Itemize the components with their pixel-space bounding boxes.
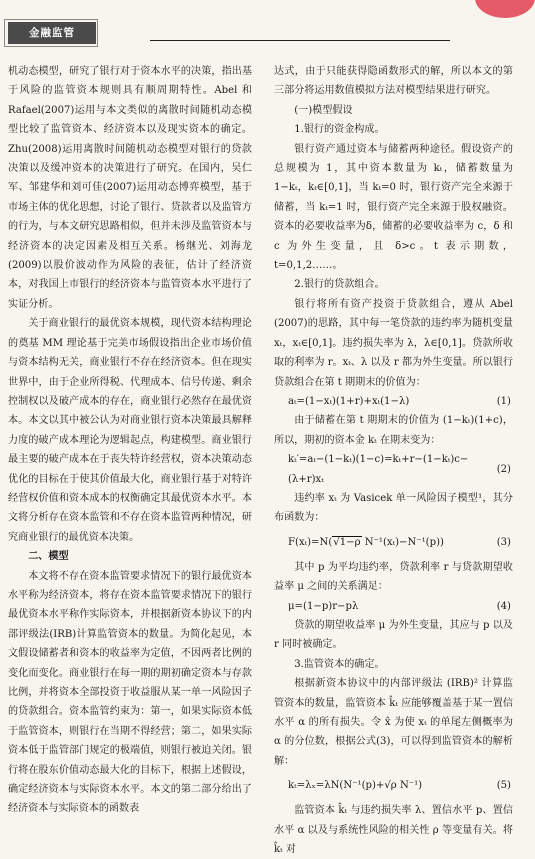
equation-2 — [274, 450, 513, 489]
equation-1-body: aₜ=(1−xₜ)(1+r)+xₜ(1−λ) — [288, 395, 410, 407]
equation-5-lhs: kₜ=λₓ=λN( — [288, 780, 344, 792]
subheading-funding: 1.银行的资金构成。 — [294, 124, 385, 136]
header-rule — [150, 40, 450, 41]
equation-5-root: N⁻¹(p)+√ρ N⁻¹ — [343, 780, 419, 792]
equation-2-body: kₜ′=aₜ−(1−kₜ)(1−c)=kₜ+r−(1−kₜ)c−(λ+r)xₜ — [288, 454, 469, 485]
equation-4 — [274, 597, 513, 616]
equation-5 — [274, 771, 513, 801]
equation-3-lhs: F(xₜ)=N( — [288, 536, 333, 548]
right-paragraph-9: 监管资本 k̂ₜ 与违约损失率 λ、置信水平 p、置信水平 α 以及与系统性风险的相关性 ρ 等变量有关。将 k̂ₜ 对 — [274, 805, 513, 856]
subheading-regulatory-capital: 3.监管资本的确定。 — [294, 658, 385, 670]
right-paragraph-8: 根据新资本协议中的内部评级法 (IRB)² 计算监管资本的数量，监管资本 k̂ₜ 应能够覆盖基于某一置信水平 α 的所有损失。令 x̂ 为使 xₜ 的单尾左侧概率为 α 的分位数，根据公式(3)，可以得到监管资本的解析解： — [274, 678, 513, 767]
equation-5-body — [288, 771, 422, 801]
equation-3-rhs: N⁻¹(xₜ)−N⁻¹(p)) — [361, 536, 444, 548]
left-paragraph-2: 关于商业银行的最优资本规模，现代资本结构理论的奠基 MM 理论基于完美市场假设指出企业市场价值与资本结构无关，商业银行不存在经济资本。但在现实世界中，由于企业所得税、代理成本、信号传递、剩余控制权以及破产成本的存在，商业银行必然存在最优资本。本文以其中被公认为对商业银行资本决策最具解释力度的破产成本理论为逻辑起点，构建模型。商业银行最主要的破产成本在于丧失特许经营权，资本决策动态优化的目标在于使其价值最大化，商业银行基于对特许经营权价值和资本成本的权衡确定其最优资本水平。本文将分析存在资本监管和不存在资本监管两种情况，研究商业银行的最优资本决策。 — [8, 318, 252, 543]
equation-4-number: (4) — [496, 600, 511, 612]
right-paragraph-5: 违约率 xₜ 为 Vasicek 单一风险因子模型¹，其分布函数为： — [274, 492, 513, 524]
equation-3-number: (3) — [496, 536, 511, 548]
equation-5-rhs: ) — [418, 780, 423, 792]
right-paragraph-7: 贷款的期望收益率 μ 为外生变量，其应与 p 以及 r 同时被确定。 — [274, 619, 513, 651]
right-paragraph-6: 其中 p 为平均违约率，贷款利率 r 与贷款期望收益率 μ 之间的关系满足： — [274, 561, 513, 593]
right-column — [274, 62, 513, 859]
right-paragraph-4: 由于储蓄在第 t 期期末的价值为 (1−kₜ)(1+c)，所以，期初的资本金 kₜ 在期末变为： — [274, 415, 513, 446]
left-column — [8, 62, 252, 819]
equation-3-body — [288, 528, 444, 558]
left-paragraph-3: 本文将不存在资本监管要求情况下的银行最优资本水平称为经济资本，将存在资本监管要求情况下的银行最优资本水平称作实际资本，并根据新资本协议下的内部评级法(IRB)计算监管资本的数量。为简化起见，本文假设储蓄者和资本的收益率为定值，不因两者比例的变化而变化。商业银行在每一期的期初确定资本与存款比例，并将资本全部投资于收益服从某一单一风险因子的贷款组合。资本监管约束为：第一，如果实际资本低于监管资本，则银行在当期不得经营；第二，如果实际资本低于监管部门规定的极端值，则银行被迫关闭。银行将在股东价值动态最大化的目标下，根据上述假设，确定经济资本与实际资本水平。本文的第二部分给出了经济资本与实际资本的函数表 — [8, 570, 252, 815]
equation-5-number: (5) — [496, 780, 511, 792]
section-tag: 金融监管 — [8, 22, 96, 44]
right-paragraph-2: 银行资产通过资本与储蓄两种途径。假设资产的总规模为 1，其中资本数量为 kₜ，储蓄数量为 1−kₜ，kₜ∈[0,1]，当 kₜ=0 时，银行资产完全来源于储蓄，当 kₜ=1 时，银行资产完全来源于股权融资。资本的必要收益率为δ，储蓄的必要收益率为 c，δ 和 c 为外生变量，且 δ>c。t 表示期数，t=0,1,2……。 — [274, 143, 513, 272]
right-paragraph-3: 银行将所有资产投资于贷款组合，遵从 Abel (2007)的思路，其中每一笔贷款的违约率为随机变量 xₜ，xₜ∈[0,1]。违约损失率为 λ，λ∈[0,1]。贷款所收取的利率为 r。xₜ、λ 以及 r 都为外生变量。所以银行贷款组合在第 t 期期末的价值为： — [274, 298, 513, 388]
equation-1 — [274, 392, 513, 411]
section-heading-model: 二、模型 — [28, 551, 69, 563]
subheading-loan-portfolio: 2.银行的贷款组合。 — [294, 279, 385, 291]
subheading-assumptions: (一)模型假设 — [294, 104, 353, 116]
equation-2-number: (2) — [496, 463, 511, 475]
page-header — [0, 0, 521, 56]
equation-3 — [274, 528, 513, 558]
corner-decoration — [475, 0, 535, 18]
equation-1-number: (1) — [496, 395, 511, 407]
left-paragraph-1: 机动态模型，研究了银行对于资本水平的决策，指出基于风险的监管资本规则具有顺周期特性。Abel 和 Rafael(2007)运用与本文类似的离散时间随机动态模型比较了监管资本、经济资本以及现实资本的确定。Zhu(2008)运用离散时间随机动态模型对银行的贷款决策以及缓冲资本的决策进行了研究。在国内，吴仁军、邹建华和刘可佳(2007)运用动态博弈模型，基于市场主体的优化思想，讨论了银行、贷款者以及监管方的行为，与本文研究思路相似，但并未涉及监管资本与经济资本的决定因素及相互关系。杨继光、刘海龙(2009)以股价波动作为风险的表征，估计了经济资本，对我国上市银行的经济资本与监管资本水平进行了实证分析。 — [8, 66, 252, 310]
equation-3-root: √1−ρ — [333, 536, 361, 548]
right-paragraph-1: 达式，由于只能获得隐函数形式的解，所以本文的第三部分将运用数值模拟方法对模型结果进行研究。 — [274, 66, 513, 97]
equation-4-body: μ=(1−p)r−pλ — [288, 600, 359, 612]
